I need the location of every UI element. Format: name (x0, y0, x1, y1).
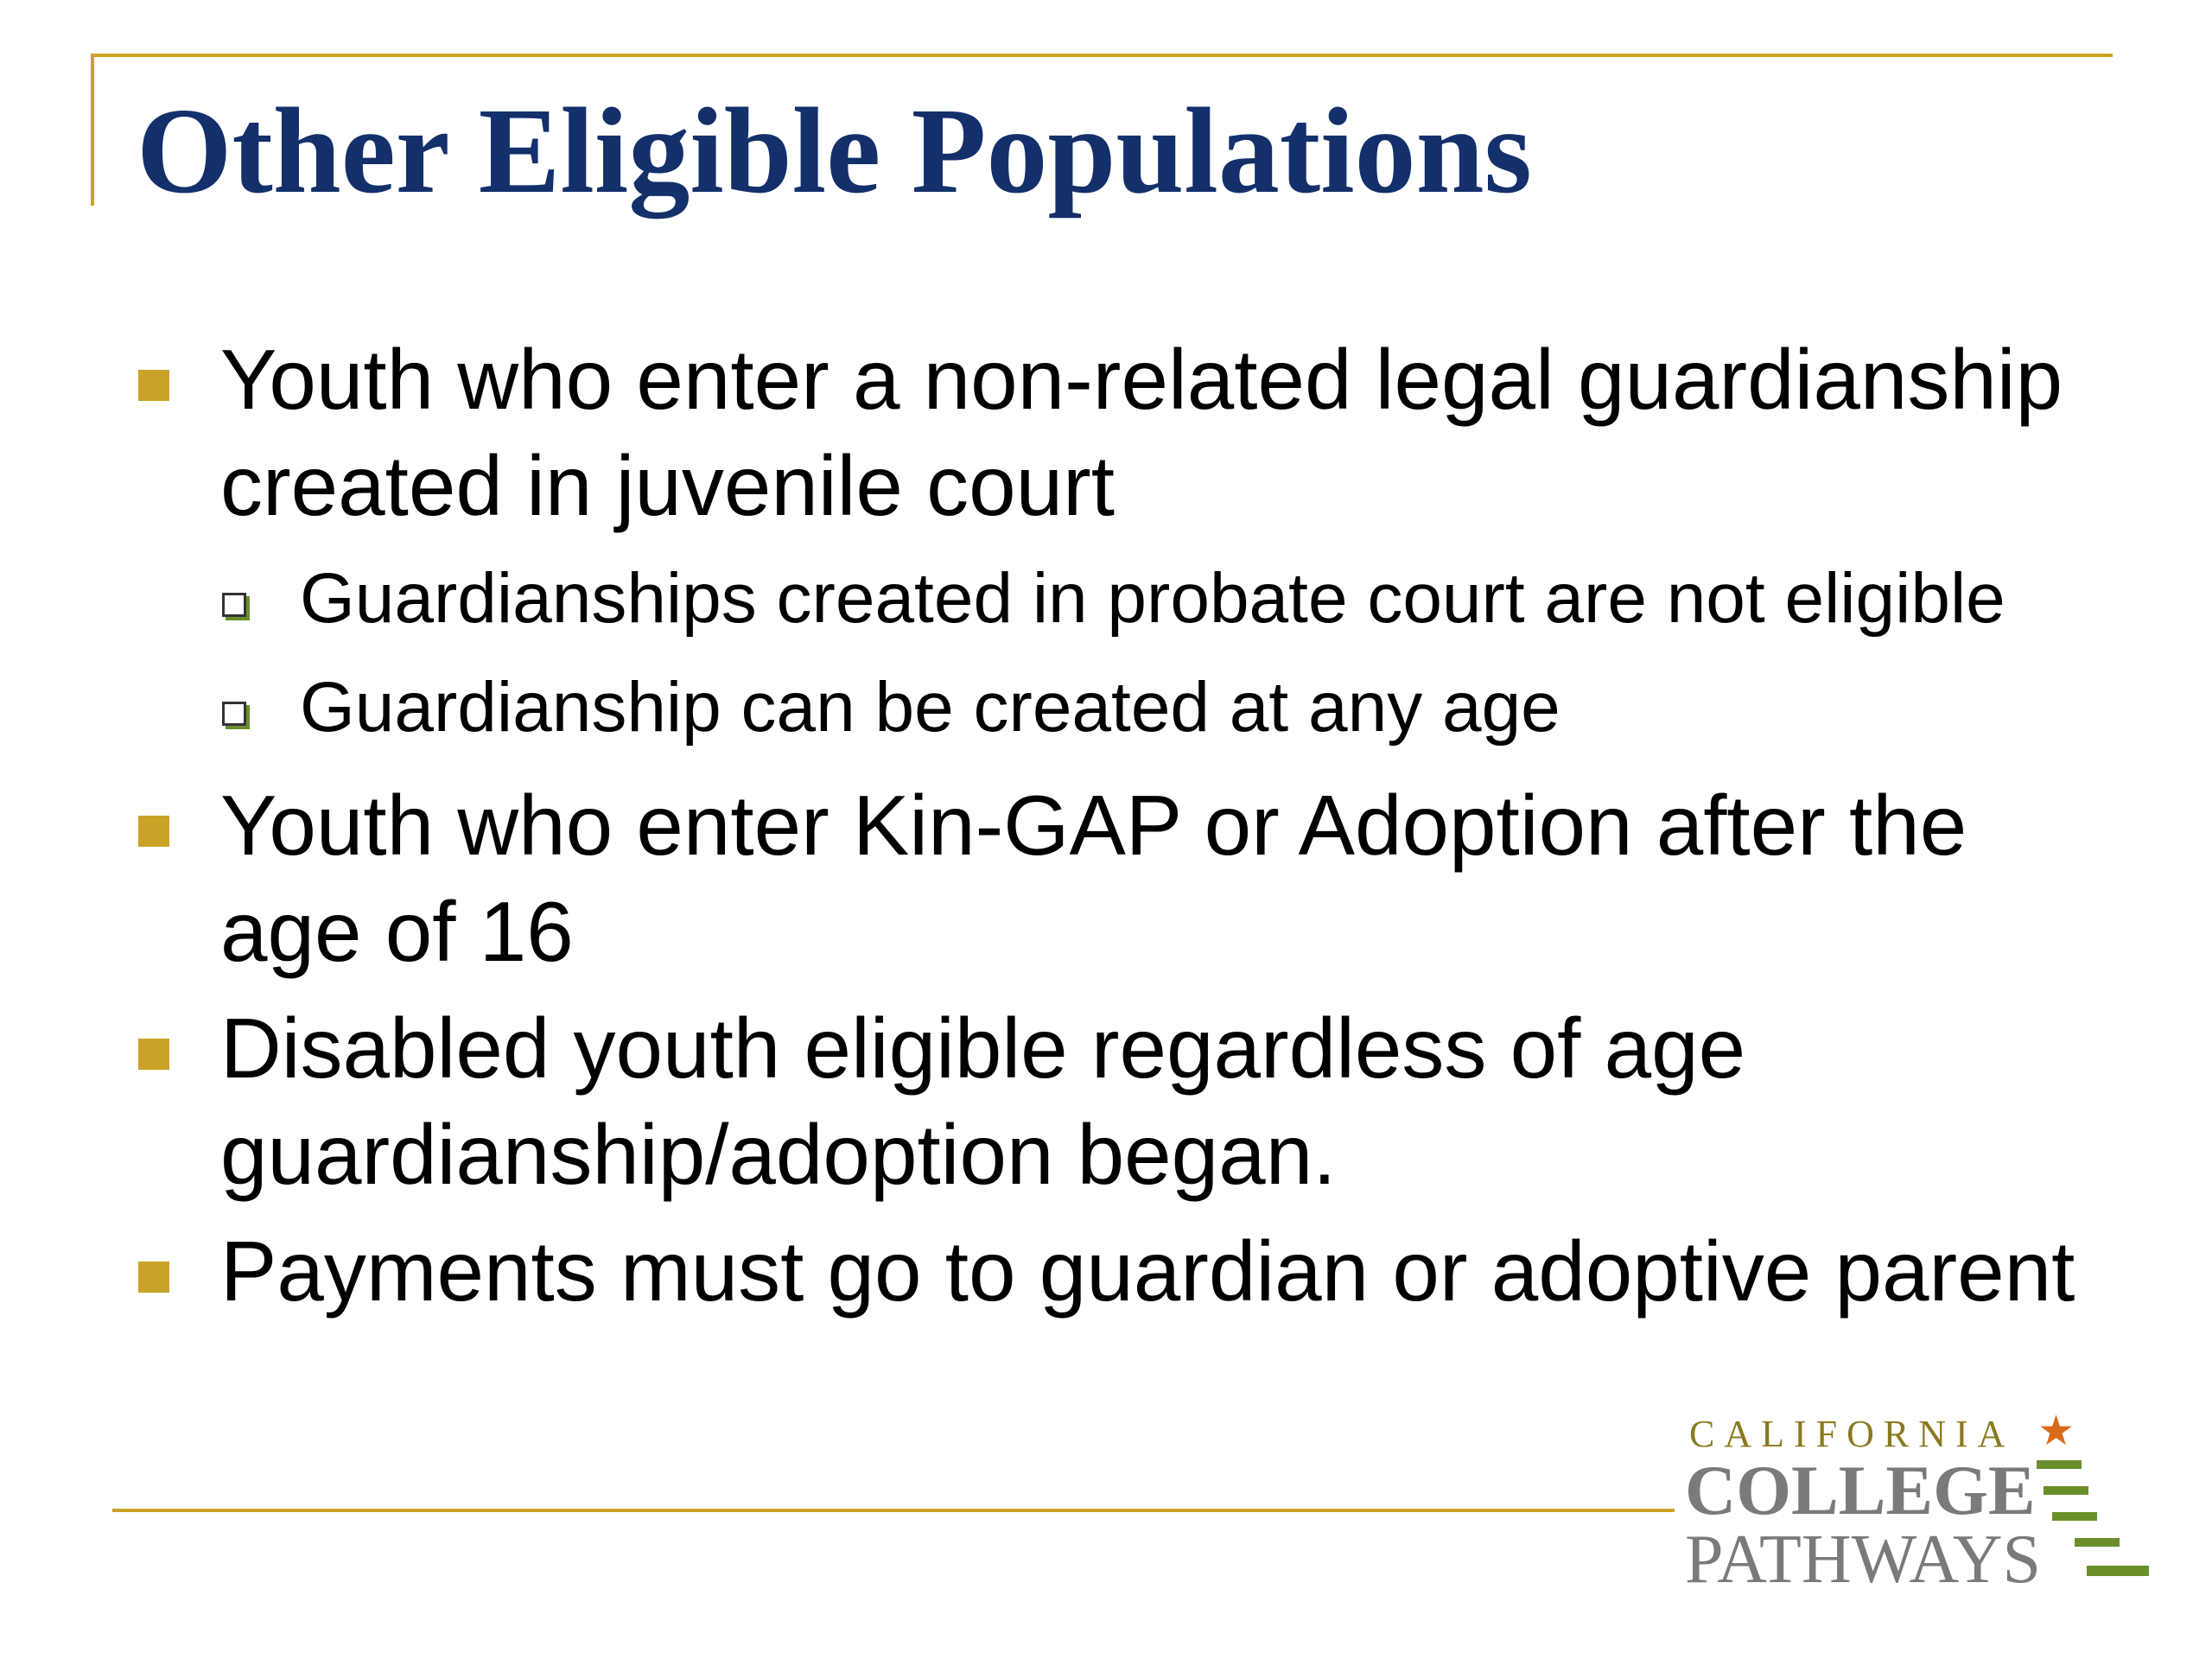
bullet-item (138, 995, 2126, 1208)
left-rule (91, 54, 94, 206)
hollow-square-icon (222, 593, 246, 617)
bullet-text: Youth who enter Kin-GAP or Adoption after the age of 16 (220, 778, 1967, 979)
bottom-rule (112, 1509, 1675, 1512)
bullet-list (138, 327, 2126, 1335)
bullet-item (138, 1218, 2126, 1325)
sub-bullet-text: Guardianship can be created at any age (300, 668, 1560, 747)
gold-square-icon (138, 1262, 169, 1293)
gold-square-icon (138, 370, 169, 401)
bullet-text: Youth who enter a non-related legal guardianship created in juvenile court (220, 332, 2063, 533)
sub-bullet-text: Guardianships created in probate court are not eligible (300, 559, 2005, 638)
gold-square-icon (138, 1039, 169, 1070)
star-icon: ★ (2037, 1408, 2075, 1454)
bullet-text: Disabled youth eligible regardless of age guardianship/adoption began. (220, 1001, 1746, 1202)
steps-icon (2035, 1460, 2156, 1590)
logo-college-text: COLLEGE (1685, 1451, 2036, 1529)
logo-california-text: CALIFORNIA (1689, 1413, 2015, 1455)
gold-square-icon (138, 816, 169, 847)
bullet-item (138, 772, 2126, 985)
slide-title: Other Eligible Populations (137, 82, 1532, 219)
top-rule (91, 54, 2113, 57)
sub-bullet-item (220, 653, 2126, 762)
hollow-square-icon (222, 702, 246, 726)
sub-bullet-list (220, 544, 2126, 762)
california-college-pathways-logo (1685, 1407, 2152, 1597)
bullet-item (138, 327, 2126, 762)
sub-bullet-item (220, 544, 2126, 653)
logo-pathways-text: PATHWAYS (1685, 1522, 2042, 1598)
bullet-text: Payments must go to guardian or adoptive parent (220, 1224, 2075, 1319)
